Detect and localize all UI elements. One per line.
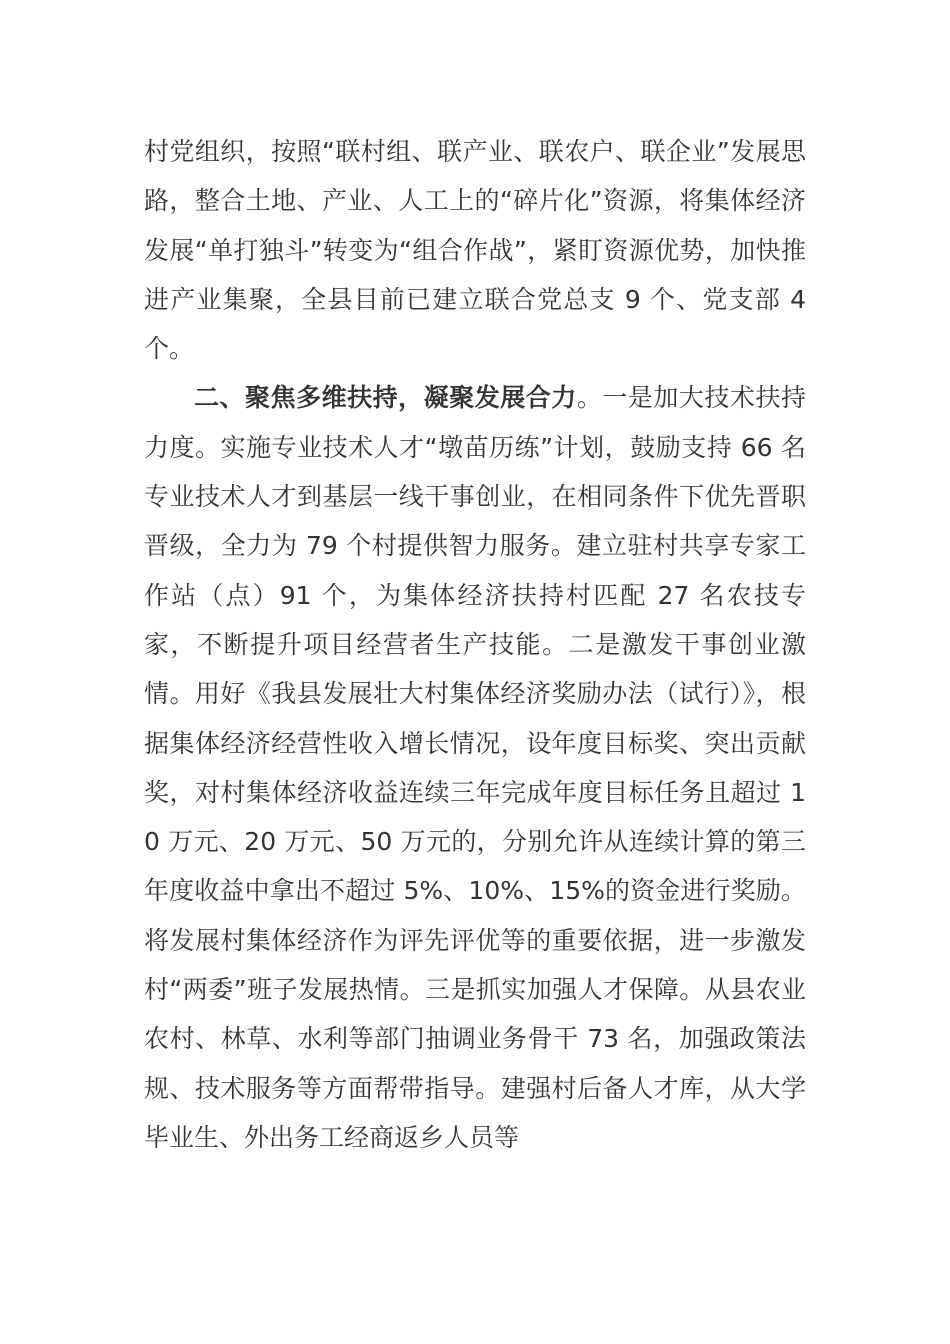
paragraph-continued: 村党组织，按照“联村组、联产业、联农户、联企业”发展思路，整合土地、产业、人工上的“碎片化”资源，将集体经济发展“单打独斗”转变为“组合作战”，紧盯资源优势，加快推进产业集聚，全县目前已建立联合党总支 9 个、党支部 4 个。 [144, 137, 806, 364]
document-body [144, 127, 806, 1162]
section-body-text: 。一是加大技术扶持力度。实施专业技术人才“墩苗历练”计划，鼓励支持 66 名专业技术人才到基层一线干事创业，在相同条件下优先晋职晋级，全力为 79 个村提供智力服务。建立驻村共享专家工作站（点）91 个，为集体经济扶持村匹配 27 名农技专家，不断提升项目经营者生产技能。二是激发干事创业激情。用好《我县发展壮大村集体经济奖励办法（试行）》，根据集体经济经营性收入增长情况，设年度目标奖、突出贡献奖，对村集体经济收益连续三年完成年度目标任务且超过 10 万元、20 万元、50 万元的，分别允许从连续计算的第三年度收益中拿出不超过 5%、10%、15%的资金进行奖励。将发展村集体经济作为评先评优等的重要依据，进一步激发村“两委”班子发展热情。三是抓实加强人才保障。从县农业农村、林草、水利等部门抽调业务骨干 73 名，加强政策法规、技术服务等方面帮带指导。建强村后备人才库，从大学毕业生、外出务工经商返乡人员等 [144, 383, 806, 1152]
section-heading: 二、聚焦多维扶持，凝聚发展合力 [194, 383, 577, 413]
paragraph-section-two [144, 373, 806, 1162]
